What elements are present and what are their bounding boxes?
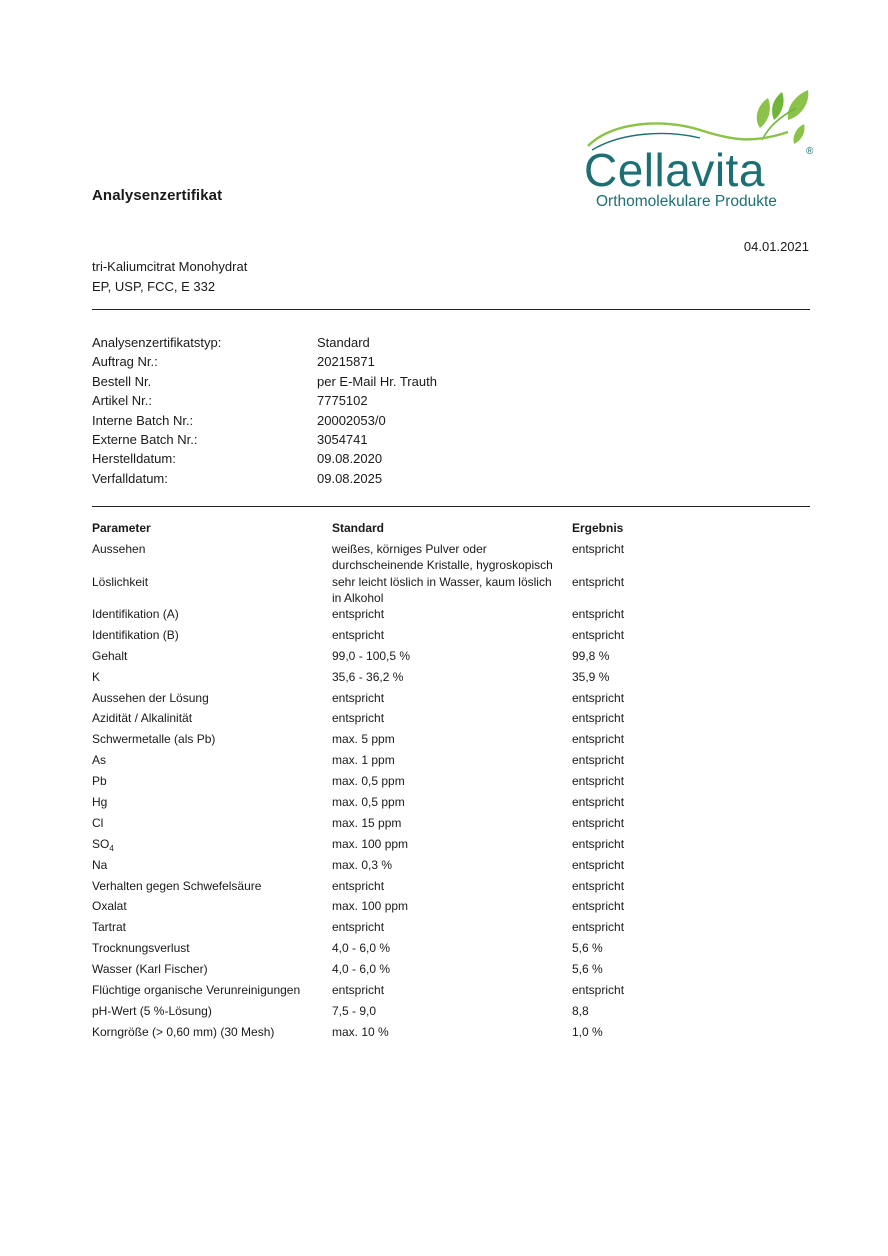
table-row (92, 688, 810, 709)
registered-mark: ® (806, 146, 814, 157)
param-cell: Identifikation (B) (92, 627, 179, 642)
standard-cell: entspricht (332, 607, 385, 621)
param-cell: Löslichkeit (92, 574, 149, 589)
table-row (92, 855, 810, 876)
param-cell: Flüchtige organische Verunreinigungen (92, 983, 301, 998)
result-cell: entspricht (572, 815, 625, 830)
param-cell: Tartrat (92, 920, 127, 935)
product-block (92, 257, 247, 297)
param-cell: As (92, 753, 107, 768)
product-name: tri-Kaliumcitrat Monohydrat (92, 259, 248, 274)
param-cell: Na (92, 857, 108, 872)
table-row (92, 646, 810, 667)
cellavita-logo-graphic (582, 88, 818, 212)
meta-row (92, 352, 810, 371)
standard-cell: max. 15 ppm (332, 815, 402, 830)
table-row (92, 708, 810, 729)
param-cell: Verhalten gegen Schwefelsäure (92, 878, 262, 893)
meta-label: Interne Batch Nr.: (92, 412, 194, 428)
standard-cell: max. 0,5 ppm (332, 795, 405, 810)
table-row (92, 813, 810, 834)
table-row (92, 1022, 810, 1043)
result-cell: entspricht (572, 899, 625, 914)
table-row (92, 959, 810, 980)
leaf-icon (788, 90, 809, 120)
table-row (92, 1001, 810, 1022)
leaf-icon (793, 124, 804, 144)
meta-row (92, 411, 810, 430)
standard-cell: max. 10 % (332, 1024, 389, 1039)
result-cell: entspricht (572, 878, 625, 893)
result-cell: entspricht (572, 711, 625, 726)
standard-line: sehr leicht löslich in Wasser, kaum löslich (332, 574, 552, 589)
table-row (92, 604, 810, 625)
divider (92, 506, 810, 507)
standard-cell: entspricht (332, 690, 385, 705)
param-cell: Gehalt (92, 648, 128, 663)
brand-name: Cellavita (584, 144, 765, 196)
swoosh-icon (588, 123, 788, 146)
meta-value: 7775102 (317, 393, 368, 409)
result-cell: 35,9 % (572, 669, 610, 684)
table-row (92, 834, 810, 855)
param-cell: Wasser (Karl Fischer) (92, 962, 208, 977)
meta-value: Standard (317, 335, 370, 350)
certificate-date: 04.01.2021 (743, 239, 809, 254)
divider (92, 309, 810, 310)
meta-value: 20215871 (317, 354, 375, 370)
standard-cell: 4,0 - 6,0 % (332, 962, 391, 977)
meta-value: 20002053/0 (317, 412, 386, 428)
meta-value: 3054741 (317, 431, 368, 447)
meta-label: Externe Batch Nr.: (92, 431, 198, 447)
header-parameter: Parameter (92, 521, 151, 535)
leaf-icon (772, 92, 784, 120)
standard-line: durchscheinende Kristalle, hygroskopisch (332, 558, 553, 572)
result-cell: entspricht (572, 574, 625, 589)
result-cell: 8,8 (572, 1003, 589, 1018)
meta-row (92, 430, 810, 449)
cellavita-logo (582, 88, 818, 212)
meta-row (92, 449, 810, 468)
standard-cell (332, 574, 572, 605)
meta-row (92, 469, 810, 488)
table-row (92, 876, 810, 897)
param-cell: Cl (92, 815, 104, 830)
standard-cell: entspricht (332, 627, 385, 642)
standard-cell: entspricht (332, 920, 385, 935)
result-cell: entspricht (572, 795, 625, 810)
meta-value: 09.08.2025 (317, 470, 383, 486)
param-cell: Aussehen (92, 542, 146, 556)
meta-row (92, 372, 810, 391)
param-cell: Identifikation (A) (92, 607, 179, 621)
product-standards: EP, USP, FCC, E 332 (92, 279, 216, 294)
table-row (92, 980, 810, 1001)
param-cell: Azidität / Alkalinität (92, 711, 193, 726)
standard-cell: 99,0 - 100,5 % (332, 648, 411, 663)
header-standard: Standard (332, 521, 385, 535)
meta-label: Verfalldatum: (92, 470, 168, 486)
param-cell: Trocknungsverlust (92, 941, 190, 956)
standard-cell: max. 0,3 % (332, 857, 393, 872)
result-cell: entspricht (572, 774, 625, 789)
table-row (92, 938, 810, 959)
standard-line: in Alkohol (332, 590, 384, 605)
standard-cell: max. 100 ppm (332, 899, 409, 914)
result-cell: entspricht (572, 627, 625, 642)
brand-tagline: Orthomolekulare Produkte (596, 193, 777, 210)
result-cell: 5,6 % (572, 962, 603, 977)
meta-label: Bestell Nr. (92, 373, 152, 389)
result-cell: entspricht (572, 920, 625, 935)
param-cell: Hg (92, 795, 108, 810)
result-cell: entspricht (572, 753, 625, 768)
meta-value: per E-Mail Hr. Trauth (317, 373, 437, 389)
result-cell: entspricht (572, 542, 625, 556)
standard-cell: 7,5 - 9,0 (332, 1003, 377, 1018)
param-cell: Aussehen der Lösung (92, 690, 209, 705)
table-row (92, 539, 810, 572)
table-row (92, 667, 810, 688)
table-row (92, 896, 810, 917)
standard-cell: 4,0 - 6,0 % (332, 941, 391, 956)
param-cell: K (92, 669, 101, 684)
standard-cell: max. 5 ppm (332, 732, 395, 747)
param-cell: Korngröße (> 0,60 mm) (30 Mesh) (92, 1024, 275, 1039)
param-cell: Pb (92, 774, 107, 789)
meta-row (92, 333, 810, 352)
result-cell: 99,8 % (572, 648, 610, 663)
table-row (92, 625, 810, 646)
meta-value: 09.08.2020 (317, 451, 383, 467)
meta-table (92, 333, 810, 488)
result-cell: 1,0 % (572, 1024, 603, 1039)
meta-label: Analysenzertifikatstyp: (92, 335, 222, 350)
meta-label: Auftrag Nr.: (92, 354, 158, 370)
results-header (92, 517, 810, 539)
param-cell (92, 834, 332, 855)
param-cell: Schwermetalle (als Pb) (92, 732, 216, 747)
param-cell: pH-Wert (5 %-Lösung) (92, 1003, 212, 1018)
meta-label: Artikel Nr.: (92, 393, 152, 409)
table-row (92, 750, 810, 771)
standard-line: weißes, körniges Pulver oder (332, 542, 487, 556)
standard-cell: entspricht (332, 878, 385, 893)
table-row (92, 729, 810, 750)
meta-label: Herstelldatum: (92, 451, 176, 467)
result-cell: 5,6 % (572, 941, 603, 956)
result-cell: entspricht (572, 857, 625, 872)
meta-row (92, 391, 810, 410)
leaf-icon (757, 98, 770, 128)
standard-cell: entspricht (332, 711, 385, 726)
standard-cell: 35,6 - 36,2 % (332, 669, 404, 684)
result-cell: entspricht (572, 690, 625, 705)
result-cell: entspricht (572, 607, 625, 621)
table-row (92, 792, 810, 813)
standard-cell: max. 0,5 ppm (332, 774, 405, 789)
result-cell: entspricht (572, 732, 625, 747)
table-row (92, 771, 810, 792)
param-cell: Oxalat (92, 899, 127, 914)
standard-cell: entspricht (332, 983, 385, 998)
page-title: Analysenzertifikat (92, 187, 223, 204)
result-cell: entspricht (572, 836, 625, 851)
results-table (92, 517, 810, 1043)
header-result: Ergebnis (572, 521, 624, 535)
table-row (92, 572, 810, 605)
standard-cell: max. 1 ppm (332, 753, 395, 768)
param-formula: SO (92, 836, 110, 851)
table-row (92, 917, 810, 938)
standard-cell: max. 100 ppm (332, 836, 409, 851)
param-subscript: 4 (109, 843, 114, 853)
standard-cell (332, 541, 572, 572)
result-cell: entspricht (572, 983, 625, 998)
